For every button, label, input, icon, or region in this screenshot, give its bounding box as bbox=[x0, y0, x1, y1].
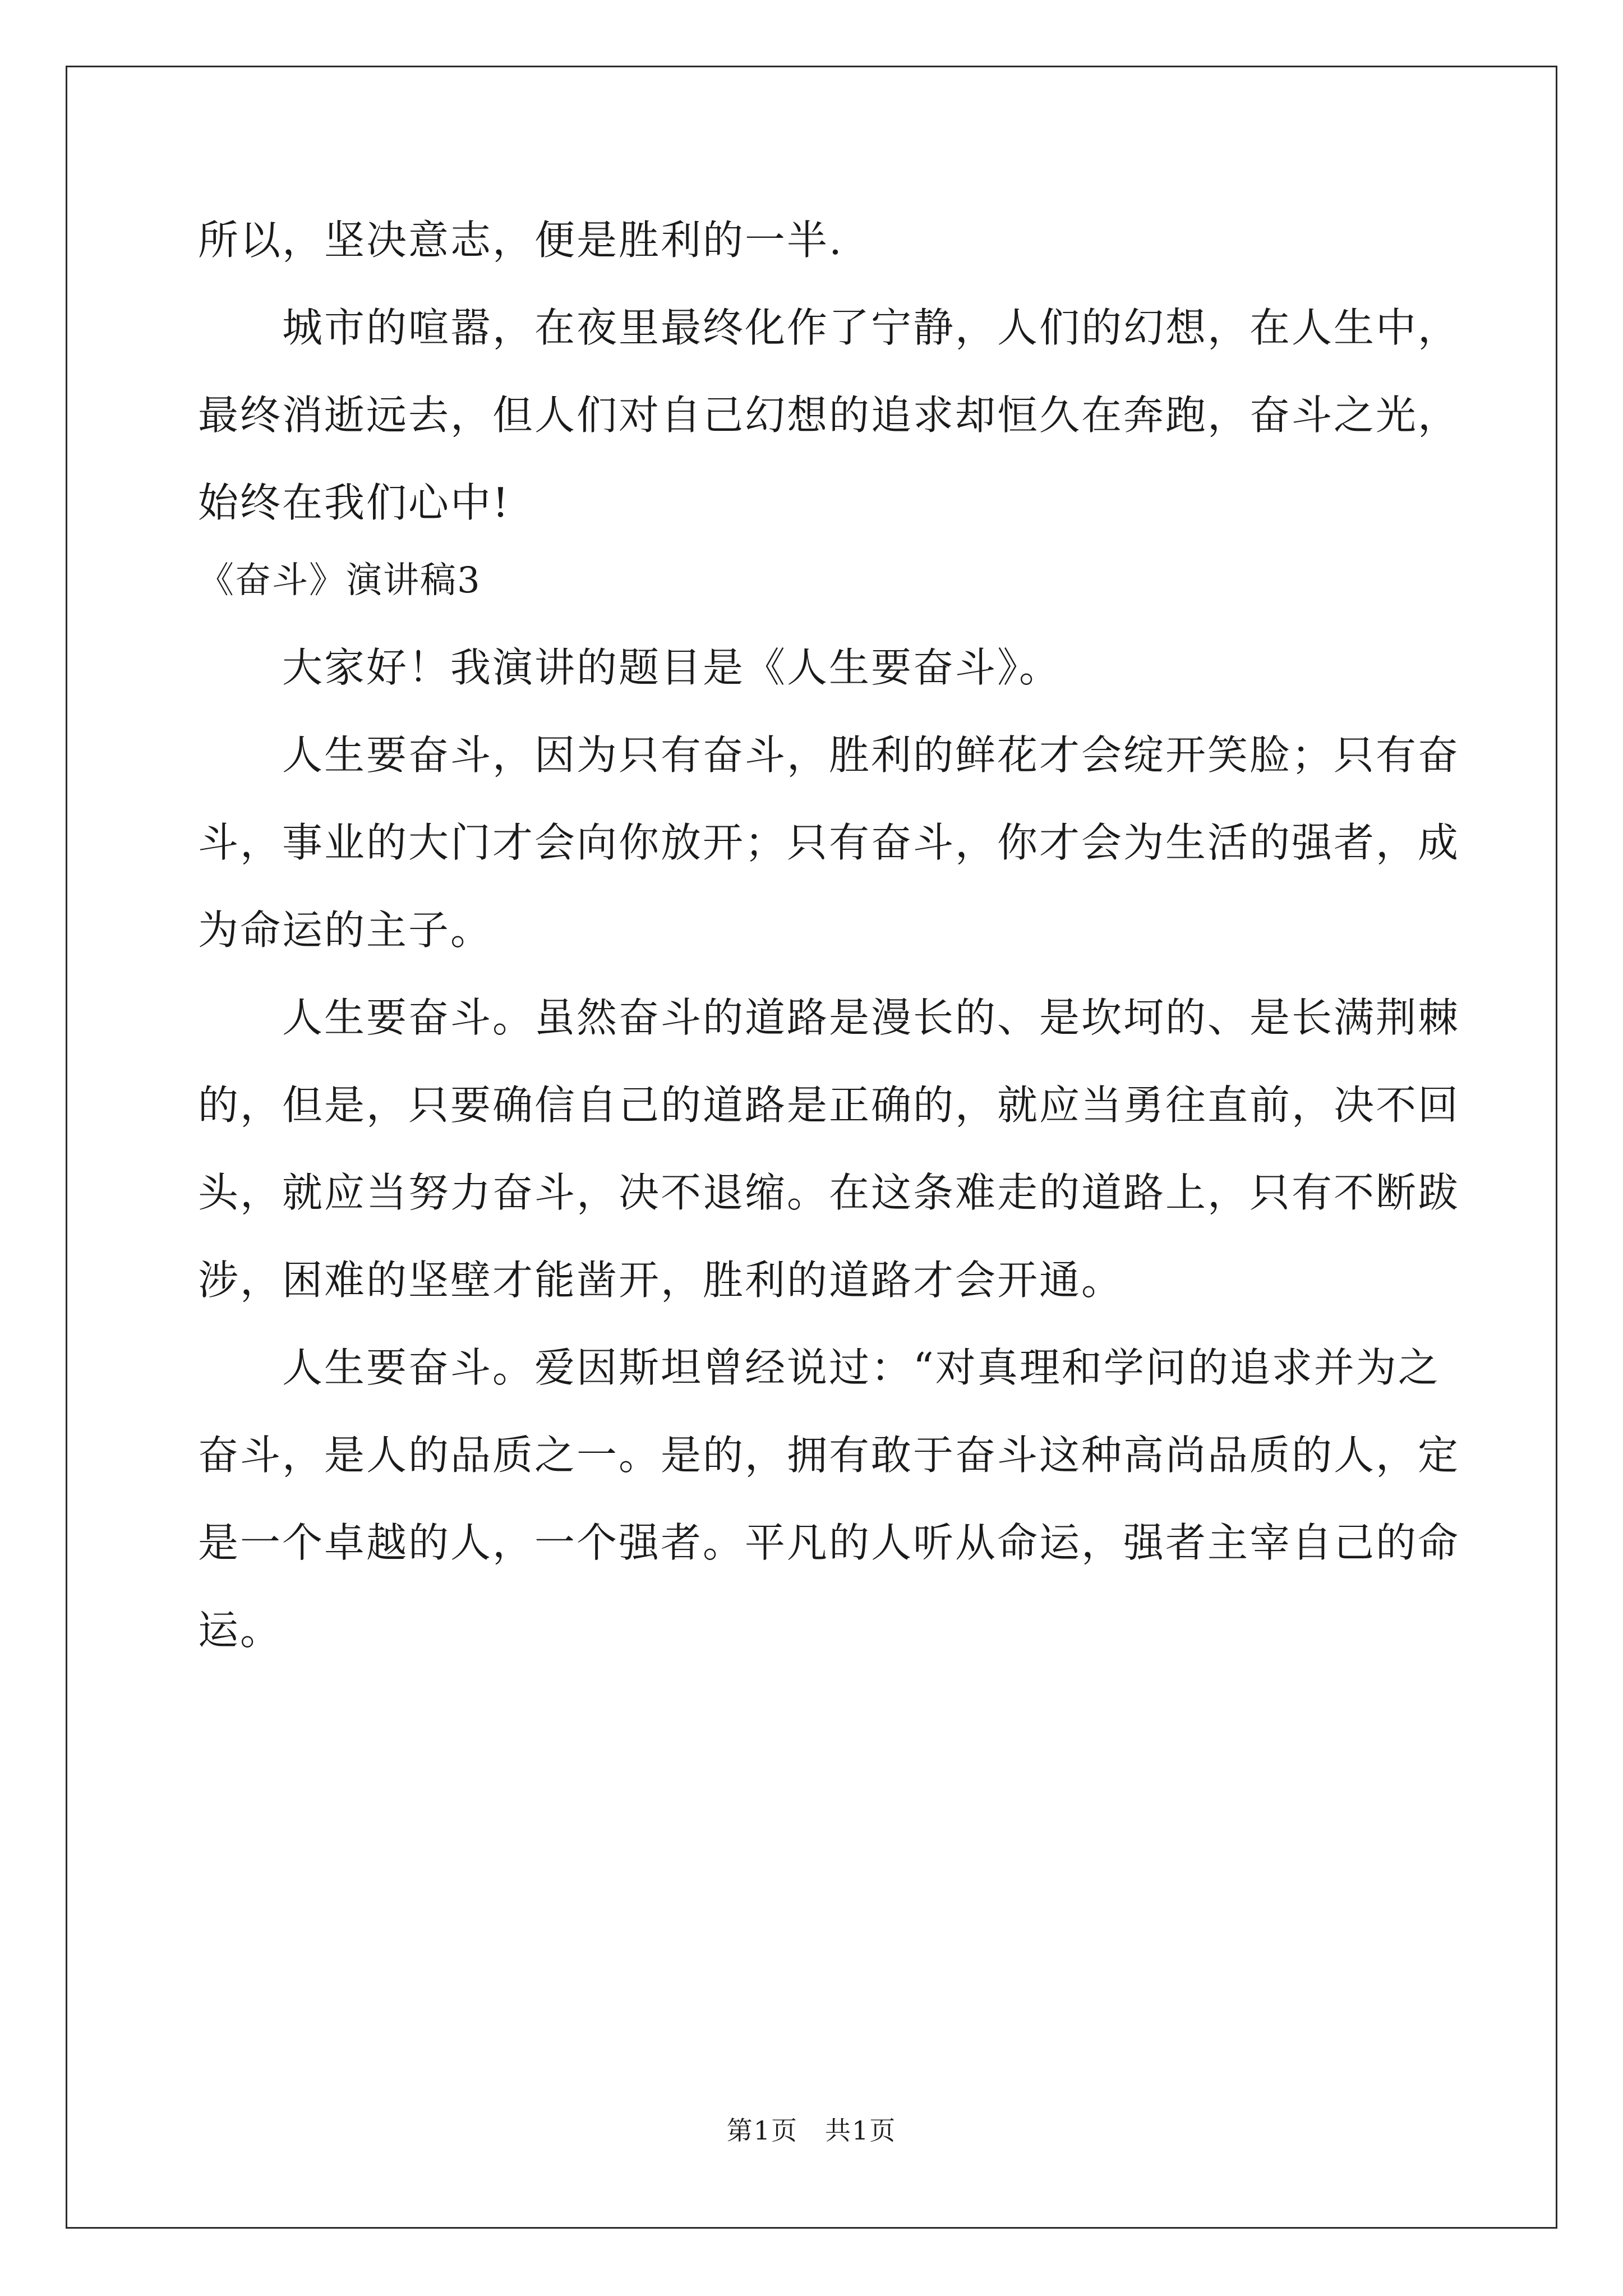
section-heading: 《奋斗》演讲稿3 bbox=[198, 560, 481, 601]
page-number-footer: 第1页 共1页 bbox=[726, 2115, 897, 2146]
paragraph-line: 人生要奋斗。爱因斯坦曾经说过：“对真理和学问的追求并为之 bbox=[282, 1344, 1440, 1391]
paragraph-line: 奋斗，是人的品质之一。是的，拥有敢于奋斗这种高尚品质的人，定 bbox=[198, 1432, 1460, 1479]
paragraph-line: 城市的喧嚣，在夜里最终化作了宁静，人们的幻想，在人生中， bbox=[282, 304, 1460, 351]
paragraph-line: 斗，事业的大门才会向你放开；只有奋斗，你才会为生活的强者，成 bbox=[198, 819, 1460, 866]
paragraph-line: 是一个卓越的人，一个强者。平凡的人听从命运，强者主宰自己的命 bbox=[198, 1519, 1460, 1566]
paragraph-line: 最终消逝远去，但人们对自己幻想的追求却恒久在奔跑，奋斗之光， bbox=[198, 392, 1460, 439]
paragraph-line: 运。 bbox=[198, 1607, 283, 1654]
paragraph-line: 的，但是，只要确信自己的道路是正确的，就应当勇往直前，决不回 bbox=[198, 1082, 1460, 1129]
paragraph-line: 始终在我们心中! bbox=[198, 479, 510, 526]
paragraph-line: 大家好！我演讲的题目是《人生要奋斗》。 bbox=[282, 644, 1062, 691]
paragraph-line: 所以，坚决意志，便是胜利的一半. bbox=[198, 217, 843, 264]
document-body bbox=[198, 213, 1460, 1657]
paragraph-line: 人生要奋斗。虽然奋斗的道路是漫长的、是坎坷的、是长满荆棘 bbox=[282, 994, 1460, 1041]
paragraph-line: 为命运的主子。 bbox=[198, 907, 493, 954]
paragraph-line: 涉，困难的坚壁才能凿开，胜利的道路才会开通。 bbox=[198, 1257, 1124, 1304]
paragraph-line: 头，就应当努力奋斗，决不退缩。在这条难走的道路上，只有不断跋 bbox=[198, 1169, 1460, 1216]
paragraph-line: 人生要奋斗，因为只有奋斗，胜利的鲜花才会绽开笑脸；只有奋 bbox=[282, 731, 1460, 779]
